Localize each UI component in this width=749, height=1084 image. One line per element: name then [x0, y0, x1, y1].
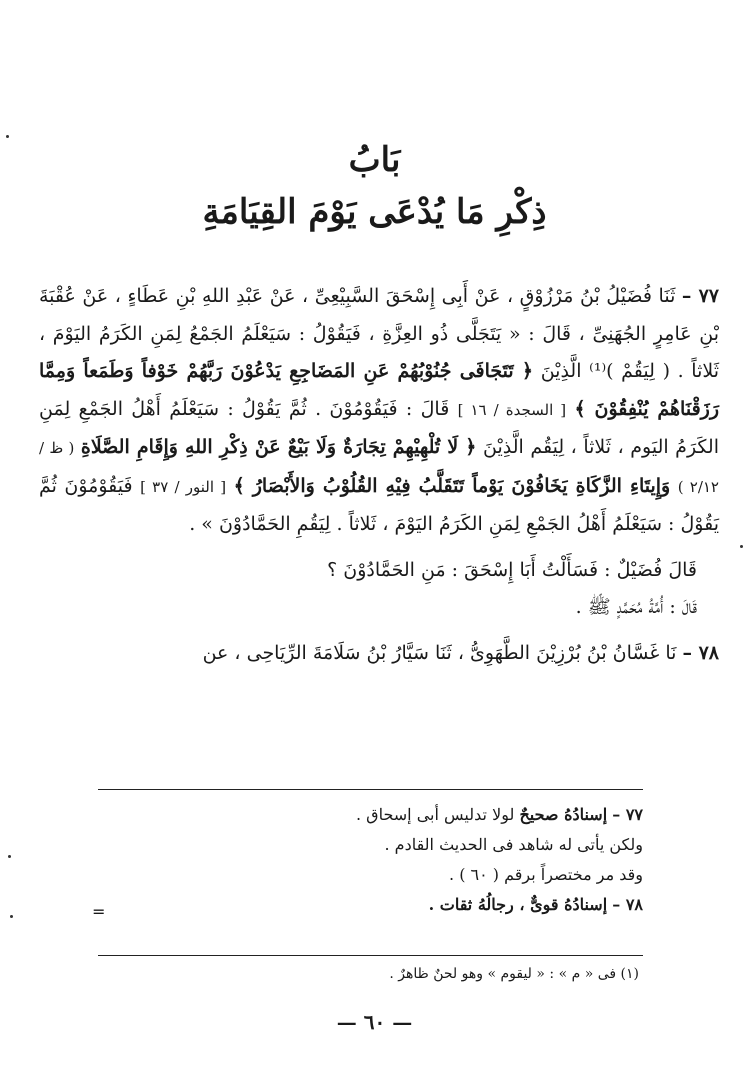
note-77-line-2: ولكن يأتى له شاهد فى الحديث القادم . — [384, 835, 643, 854]
fudayl-answer: قَالَ : أُمَّةُ مُحَمَّدٍ ﷺ . — [575, 596, 697, 618]
hadith-77-continuation: قَالَ : فَيَقُوْمُوْنَ . ثُمَّ يَقُوْلُ : سَيَعْلَمُ أَهْلُ الجَمْعِ لِمَنِ الكَرَمُ اليَوم ، ثَلاثاً ، لِيَقُم الَّذِيْنَ — [39, 397, 719, 458]
hadith-77-number: ٧٧ – — [681, 285, 719, 307]
hadith-77-chain: ثَنَا فُضَيْلُ بْنُ مَرْزُوْقٍ ، عَنْ أَبِى إِسْحَقَ السَّبِيْعِىِّ ، عَنْ عَبْدِ اللهِ بْنِ عَطَاءٍ ، عَنْ عُقْبَةَ بْنِ عَامِرٍ الجُهَنِىِّ ، قَالَ : « يَتَجَلَّى ذُو العِزَّةِ ، فَيَقُوْلُ : سَيَعْلَمُ الجَمْعُ لِمَنِ الكَرَمُ اليَوْمَ ، ثَلاثاً . ( لِيَقُمْ )⁽¹⁾ الَّذِيْنَ — [39, 285, 720, 382]
note-77-line-3: وقد مر مختصراً برقم ( ٦٠ ) . — [449, 865, 643, 884]
verse-ref-3: [ النور / ٣٧ ] — [140, 477, 227, 496]
note-78-grade: إسنادُهُ قوىٌّ ، رجالُهُ ثقات . — [428, 895, 608, 914]
scan-speck — [6, 135, 9, 138]
chapter-title: ذِكْرِ مَا يُدْعَى يَوْمَ القِيَامَةِ — [202, 192, 547, 232]
quran-verse-1: ﴿ تَتَجَافَى جُنُوْبُهُمْ عَنِ المَضَاجِعِ يَدْعُوْنَ رَبَّهُمْ خَوْفاً وَطَمَعاً وَمِمَّا رَزَقْنَاهُمْ يُنْفِقُوْنَ ﴾ — [39, 360, 720, 420]
scan-speck — [740, 545, 743, 548]
scan-speck — [8, 855, 11, 858]
verse-ref-2: ( ظ / ٢/١٢ ) — [39, 439, 719, 496]
note-78 — [83, 890, 643, 920]
main-text — [39, 278, 719, 672]
note-78-number: ٧٨ – — [612, 895, 643, 914]
quran-verse-3: وَإِيتَاءِ الزَّكَاةِ يَخَافُوْنَ يَوْماً تَتَقَلَّبُ فِيْهِ القُلُوْبُ وَالأَبْصَارُ ﴾ — [233, 474, 671, 497]
hadith-77-paragraph — [39, 278, 719, 544]
hadith-78-chain: نَا غَسَّانُ بْنُ بُرْزِيْنَ الطَّهَوِىُّ ، ثَنَا سَيَّارُ بْنُ سَلَامَةَ الرِّيَاحِى ، عن — [202, 641, 677, 664]
hadith-78-number: ٧٨ – — [682, 641, 719, 664]
chapter-heading: بَابُ — [348, 140, 401, 180]
footnote-1: (١) فى « م » : « ليقوم » وهو لحنٌ ظاهرٌ . — [389, 966, 639, 982]
verse-ref-1: [ السجدة / ١٦ ] — [457, 400, 567, 419]
fudayl-question: قَالَ فُضَيْلٌ : فَسَأَلْتُ أَبَا إِسْحَقَ : مَنِ الحَمَّادُوْنَ ؟ — [327, 558, 697, 581]
notes-divider — [98, 789, 643, 790]
hadith-78-paragraph — [39, 635, 719, 673]
note-77-number: ٧٧ – — [612, 805, 643, 824]
quran-verse-2: ﴿ لَا تُلْهِيْهِمْ تِجَارَةٌ وَلَا بَيْعٌ عَنْ ذِكْرِ اللهِ وَإِقَامِ الصَّلَاةِ — [80, 436, 477, 458]
page-number: — ٦٠ — — [336, 1010, 413, 1034]
note-77 — [83, 800, 643, 830]
hadith-77-ending: فَيَقُوْمُوْنَ ثُمَّ يَقُوْلُ : سَيَعْلَمُ أَهْلُ الجَمْعِ لِمَنِ الكَرَمُ اليَوْمَ ، ثَلاثاً . لِيَقُمِ الحَمَّادُوْنَ » . — [39, 474, 719, 535]
note-77-grade: إسنادُهُ صحيحٌ — [519, 805, 608, 824]
note-77-text: لولا تدليس أبى إسحاق . — [355, 805, 515, 824]
footnote-divider — [98, 955, 643, 956]
margin-mark: = — [92, 902, 106, 921]
editor-notes — [83, 800, 643, 920]
scan-speck — [10, 915, 13, 918]
